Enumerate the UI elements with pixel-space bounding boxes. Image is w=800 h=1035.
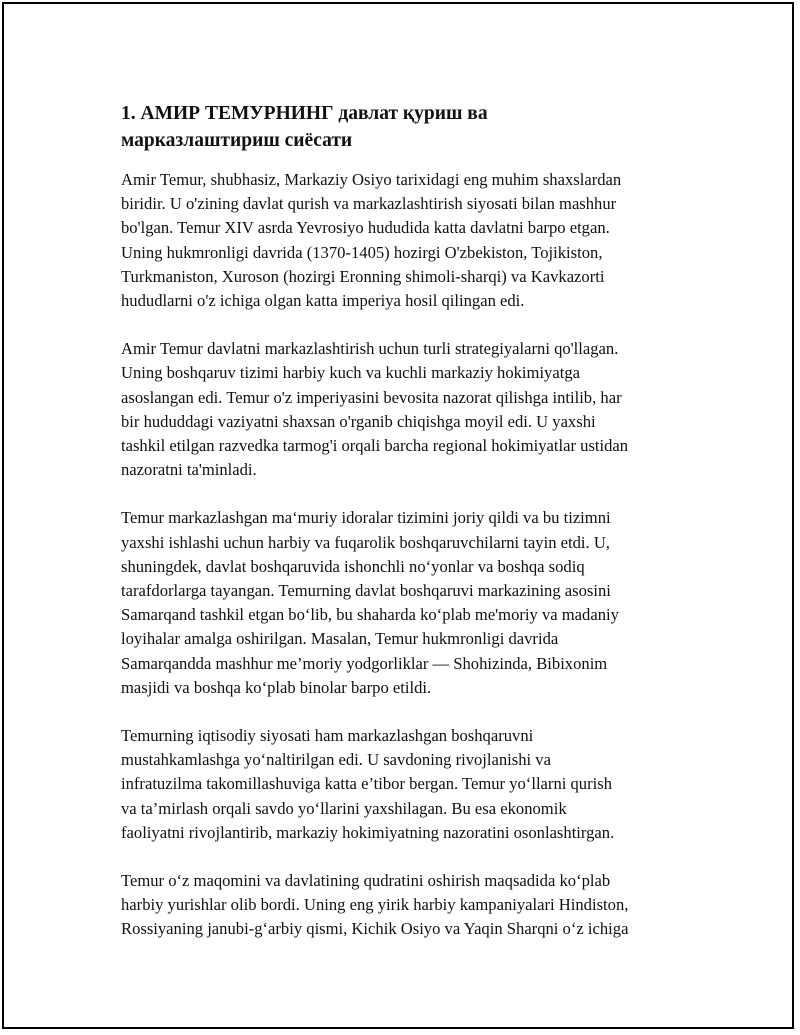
text-line: nazoratni ta'minladi.: [121, 460, 257, 480]
text-line: loyihalar amalga oshirilgan. Masalan, Temur hukmronligi davrida: [121, 629, 559, 649]
paragraph-2: [121, 337, 701, 482]
text-line: shuningdek, davlat boshqaruvida ishonchli noʻyonlar va boshqa sodiq: [121, 556, 585, 576]
text-line: va ta’mirlash orqali savdo yoʻllarini yaxshilagan. Bu esa ekonomik: [121, 798, 567, 818]
text-line: bir hududdagi vaziyatni shaxsan o'rganib chiqishga moyil edi. U yaxshi: [121, 411, 596, 431]
text-line: hududlarni o'z ichiga olgan katta imperiya hosil qilingan edi.: [121, 291, 525, 311]
text-line: Amir Temur, shubhasiz, Markaziy Osiyo tarixidagi eng muhim shaxslardan: [121, 170, 622, 189]
text-line: Temur markazlashgan maʻmuriy idoralar tizimini joriy qildi va bu tizimni: [121, 508, 611, 528]
document-page: [2, 2, 794, 1029]
paragraph-3: [121, 506, 701, 700]
text-line: Uning hukmronligi davrida (1370-1405) hozirgi O'zbekiston, Tojikiston,: [121, 242, 603, 262]
text-line: asoslangan edi. Temur o'z imperiyasini bevosita nazorat qilishga intilib, har: [121, 387, 622, 407]
text-line: bo'lgan. Temur XIV asrda Yevrosiyo hududida katta davlatni barpo etgan.: [121, 218, 610, 238]
text-line: Samarqand tashkil etgan boʻlib, bu shaharda koʻplab me'moriy va madaniy: [121, 605, 619, 625]
text-line: infratuzilma takomillashuviga katta e’tibor bergan. Temur yoʻllarni qurish: [121, 774, 612, 794]
paragraph-4: [121, 724, 701, 845]
text-line: Samarqandda mashhur me’moriy yodgorliklar — Shohizinda, Bibixonim: [121, 653, 608, 673]
document-body: [121, 100, 701, 966]
text-line: faoliyatni rivojlantirib, markaziy hokimiyatning nazoratini osonlashtirgan.: [121, 822, 615, 842]
text-line: mustahkamlashga yoʻnaltirilgan edi. U savdoning rivojlanishi va: [121, 750, 551, 770]
paragraph-1: [121, 168, 701, 313]
text-line: Amir Temur davlatni markazlashtirish uchun turli strategiyalarni qo'llagan.: [121, 339, 619, 359]
text-line: tarafdorlarga tayangan. Temurning davlat boshqaruvi markazining asosini: [121, 581, 611, 601]
text-line: biridir. U o'zining davlat qurish va markazlashtirish siyosati bilan mashhur: [121, 194, 617, 214]
heading-line: марказлаштириш сиёсати: [121, 130, 353, 151]
text-line: Uning boshqaruv tizimi harbiy kuch va kuchli markaziy hokimiyatga: [121, 363, 580, 383]
text-line: Temurning iqtisodiy siyosati ham markazlashgan boshqaruvni: [121, 726, 534, 746]
heading-line: 1. АМИР ТЕМУРНИНГ давлат қуриш ва: [121, 103, 488, 124]
text-line: Rossiyaning janubi-gʻarbiy qismi, Kichik Osiyo va Yaqin Sharqni oʻz ichiga: [121, 919, 629, 939]
paragraph-5: [121, 869, 701, 942]
text-line: harbiy yurishlar olib bordi. Uning eng yirik harbiy kampaniyalari Hindiston,: [121, 895, 629, 915]
text-line: masjidi va boshqa koʻplab binolar barpo etildi.: [121, 677, 432, 697]
text-line: Temur oʻz maqomini va davlatining qudratini oshirish maqsadida koʻplab: [121, 871, 611, 891]
section-heading: [121, 100, 701, 154]
text-line: Turkmaniston, Xuroson (hozirgi Eronning shimoli-sharqi) va Kavkazorti: [121, 266, 605, 286]
text-line: tashkil etilgan razvedka tarmog'i orqali barcha regional hokimiyatlar ustidan: [121, 436, 629, 456]
text-line: yaxshi ishlashi uchun harbiy va fuqarolik boshqaruvchilarni tayin etdi. U,: [121, 532, 610, 552]
